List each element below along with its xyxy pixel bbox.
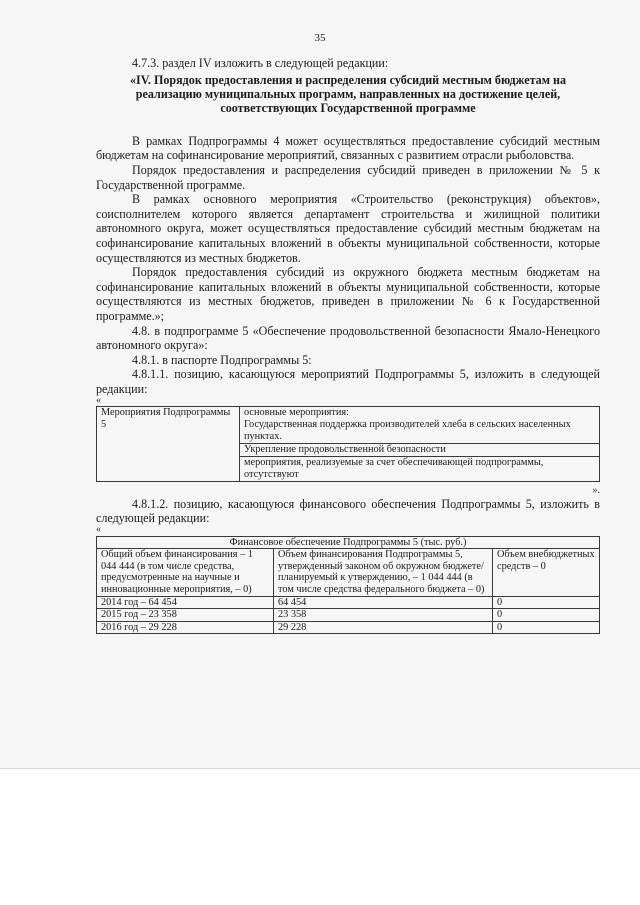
table-row	[97, 596, 600, 609]
close-quote: ».	[592, 484, 600, 496]
open-quote: «	[96, 394, 101, 406]
activities-cell: Укрепление продовольственной безопасности	[240, 443, 600, 456]
table-cell: 0	[493, 609, 600, 622]
paragraph: В рамках Подпрограммы 4 может осуществляться предоставление субсидий местным бюджетам на софинансирование мероприятий, связанных с развитием отрасли рыболовства.	[96, 133, 600, 163]
paragraph: 4.8.1.1. позицию, касающуюся мероприятий Подпрограммы 5, изложить в следующей редакции:	[96, 367, 600, 396]
paragraph: Порядок предоставления субсидий из окружного бюджета местным бюджетам на софинансирование капитальных вложений в объекты муниципальной собственности, которые осуществляются из местных бюджетов, приведен в приложении № 6 к Государственной программе.»;	[96, 265, 600, 323]
financing-header-extrabudget: Объем внебюджетных средств – 0	[493, 549, 600, 596]
paragraph: В рамках основного мероприятия «Строительство (реконструкция) объектов», соисполнителем которого является департамент строительства и жилищной политики автономного округа, может осуществляться предоставление субсидий местным бюджетам на софинансирование капитальных вложений в объекты муниципальной собственности, которые осуществляются из местных бюджетов.	[96, 192, 600, 265]
table-cell: 0	[493, 621, 600, 634]
table-cell: 23 358	[274, 609, 493, 622]
paragraph: Порядок предоставления и распределения субсидий приведен в приложении № 5 к Государственной программе.	[96, 163, 600, 192]
table-row	[97, 621, 600, 634]
table-row	[97, 609, 600, 622]
open-quote: «	[96, 523, 101, 535]
paragraph: 4.8.1. в паспорте Подпрограммы 5:	[132, 352, 312, 367]
table-cell: 64 454	[274, 596, 493, 609]
section-heading: «IV. Порядок предоставления и распределения субсидий местным бюджетам на реализацию муниципальных программ, направленных на достижение целей, соответствующих Государственной программе	[129, 72, 567, 116]
section-intro: 4.7.3. раздел IV изложить в следующей редакции:	[132, 56, 389, 70]
table-cell: 29 228	[274, 621, 493, 634]
financing-caption: Финансовое обеспечение Подпрограммы 5 (тыс. руб.)	[97, 536, 600, 549]
financing-header-total: Общий объем финансирования – 1 044 444 (в том числе средства, предусмотренные на научные и инновационные мероприятия, – 0)	[97, 549, 274, 596]
table-cell: 0	[493, 596, 600, 609]
paragraph: 4.8. в подпрограмме 5 «Обеспечение продовольственной безопасности Ямало-Ненецкого автономного округа»:	[96, 323, 600, 353]
table-cell: 2016 год – 29 228	[97, 621, 274, 634]
paragraph: 4.8.1.2. позицию, касающуюся финансового обеспечения Подпрограммы 5, изложить в следующей редакции:	[96, 496, 600, 526]
activities-cell: Государственная поддержка производителей хлеба в сельских населенных пунктах.	[240, 419, 600, 444]
page-content	[96, 56, 600, 634]
table-cell: 2014 год – 64 454	[97, 596, 274, 609]
activities-label: Мероприятия Подпрограммы 5	[97, 406, 240, 481]
activities-table	[96, 406, 600, 482]
financing-table	[96, 536, 600, 635]
financing-header-budget: Объем финансирования Подпрограммы 5, утвержденный законом об окружном бюджете/планируемый к утверждению, – 1 044 444 (в том числе средства федерального бюджета – 0)	[274, 549, 493, 596]
table-cell: 2015 год – 23 358	[97, 609, 274, 622]
activities-cell: основные мероприятия:	[240, 406, 600, 419]
page-number: 35	[314, 32, 326, 44]
activities-cell: мероприятия, реализуемые за счет обеспечивающей подпрограммы, отсутствуют	[240, 456, 600, 481]
